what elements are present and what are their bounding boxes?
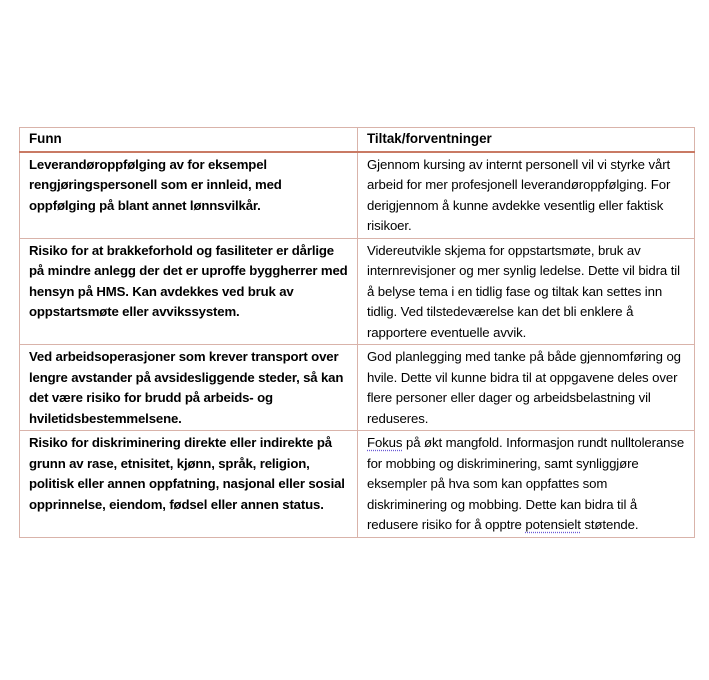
findings-table <box>19 127 695 538</box>
funn-cell: Leverandøroppfølging av for eksempel rengjøringspersonell som er innleid, med oppfølging på blant annet lønnsvilkår. <box>20 152 358 239</box>
funn-cell: Ved arbeidsoperasjoner som krever transport over lengre avstander på avsidesliggende steder, så kan det være risiko for brudd på arbeids- og hviletidsbestemmelsene. <box>20 345 358 431</box>
tiltak-cell: Gjennom kursing av internt personell vil vi styrke vårt arbeid for mer profesjonell leverandøroppfølging. For derigjennom å kunne avdekke vesentlig eller faktisk risikoer. <box>358 152 695 239</box>
tiltak-cell <box>358 431 695 538</box>
spellcheck-flagged-word[interactable]: potensielt <box>525 517 581 532</box>
table-row <box>20 152 695 239</box>
table-row <box>20 238 695 345</box>
tiltak-cell: God planlegging med tanke på både gjennomføring og hvile. Dette vil kunne bidra til at oppgavene deles over flere personer eller dager og arbeidsbelastning vil reduseres. <box>358 345 695 431</box>
table-header-row <box>20 128 695 152</box>
funn-cell: Risiko for diskriminering direkte eller indirekte på grunn av rase, etnisitet, kjønn, språk, religion, politisk eller annen oppfatning, nasjonal eller sosial opprinnelse, eiendom, fødsel eller annen status. <box>20 431 358 538</box>
table-row <box>20 431 695 538</box>
tiltak-cell: Videreutvikle skjema for oppstartsmøte, bruk av internrevisjoner og mer synlig ledelse. Dette vil bidra til å belyse tema i en tidlig fase og tiltak kan settes inn tidlig. Ved tilstedeværelse kan det bli enklere å rapportere eventuelle avvik. <box>358 238 695 345</box>
spellcheck-flagged-word[interactable]: Fokus <box>367 435 403 450</box>
header-tiltak: Tiltak/forventninger <box>358 128 695 152</box>
funn-cell: Risiko for at brakkeforhold og fasiliteter er dårlige på mindre anlegg der det er uproffe byggherrer med hensyn på HMS. Kan avdekkes ved bruk av oppstartsmøte eller avvikssystem. <box>20 238 358 345</box>
table-row <box>20 345 695 431</box>
tiltak-text: støtende. <box>580 517 639 532</box>
tiltak-text: på økt mangfold. Informasjon rundt nulltoleranse for mobbing og diskriminering, samt synliggjøre eksempler på hva som kan oppfattes som diskriminering og mobbing. Dette kan bidra til å redusere risiko for å opptre <box>367 435 685 532</box>
header-funn: Funn <box>20 128 358 152</box>
